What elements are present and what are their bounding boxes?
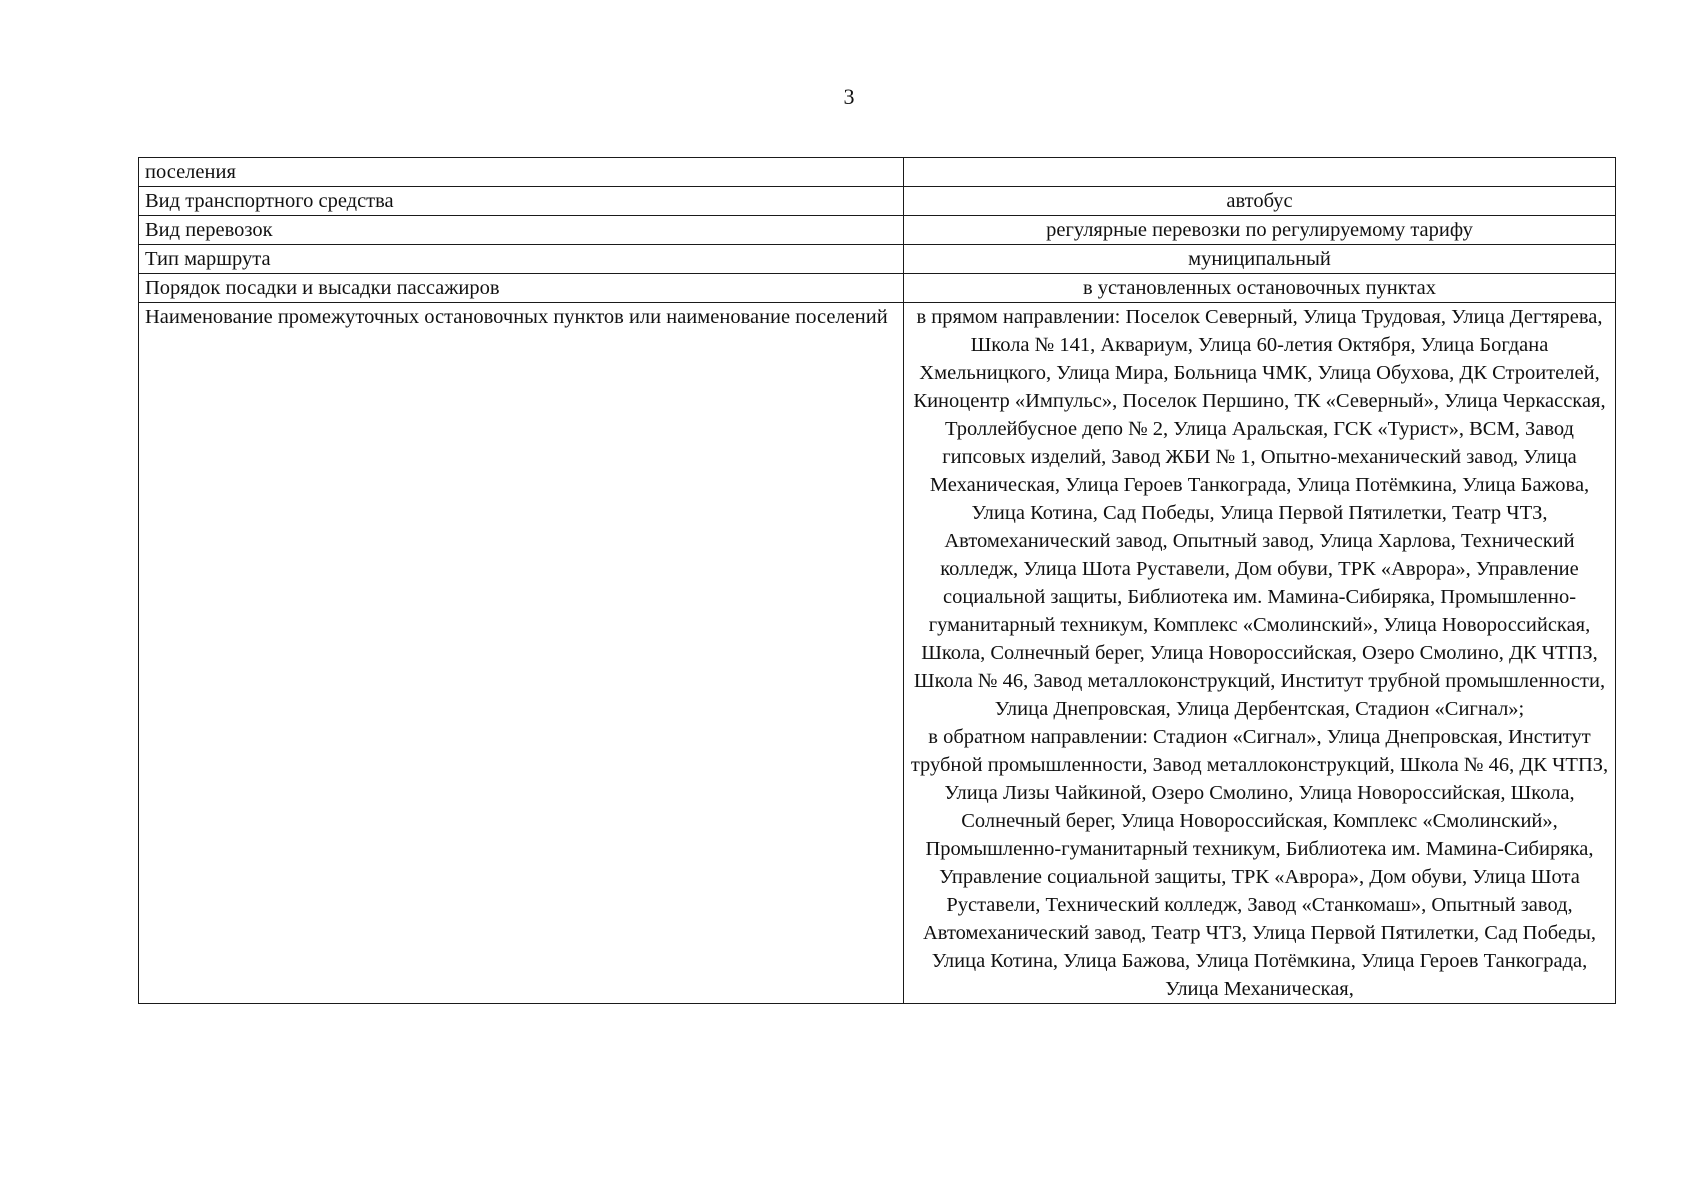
table-row: [139, 303, 1616, 1004]
route-details-table: [138, 157, 1616, 1004]
row-label-settlement: поселения: [139, 158, 904, 187]
row-value-transport-kind: регулярные перевозки по регулируемому тарифу: [904, 216, 1616, 245]
row-label-route-type: Тип маршрута: [139, 245, 904, 274]
page-number: 3: [843, 84, 855, 109]
reverse-direction-stops: в обратном направлении: Стадион «Сигнал», Улица Днепровская, Институт трубной промышленности, Завод металлоконструкций, Школа № 46, ДК ЧТПЗ, Улица Лизы Чайкиной, Озеро Смолино, Улица Новороссийская, Школа, Солнечный берег, Улица Новороссийская, Комплекс «Смолинский», Промышленно-гуманитарный техникум, Библиотека им. Мамина-Сибиряка, Управление социальной защиты, ТРК «Аврора», Дом обуви, Улица Шота Руставели, Технический колледж, Завод «Станкомаш», Опытный завод, Автомеханический завод, Театр ЧТЗ, Улица Первой Пятилетки, Сад Победы, Улица Котина, Улица Бажова, Улица Потёмкина, Улица Героев Танкограда, Улица Механическая,: [910, 726, 1609, 1000]
row-label-intermediate-stops: Наименование промежуточных остановочных пунктов или наименование поселений: [139, 303, 904, 1004]
table-row: [139, 187, 1616, 216]
table-row: [139, 245, 1616, 274]
row-label-vehicle-type: Вид транспортного средства: [139, 187, 904, 216]
table-row: [139, 216, 1616, 245]
row-value-boarding-order: в установленных остановочных пунктах: [904, 274, 1616, 303]
table-row: [139, 274, 1616, 303]
row-label-transport-kind: Вид перевозок: [139, 216, 904, 245]
table-row: [139, 158, 1616, 187]
row-value-intermediate-stops: [904, 303, 1616, 1004]
row-label-boarding-order: Порядок посадки и высадки пассажиров: [139, 274, 904, 303]
row-value-settlement: [904, 158, 1616, 187]
forward-direction-stops: в прямом направлении: Поселок Северный, Улица Трудовая, Улица Дегтярева, Школа № 141, Аквариум, Улица 60-летия Октября, Улица Богдана Хмельницкого, Улица Мира, Больница ЧМК, Улица Обухова, ДК Строителей, Киноцентр «Импульс», Поселок Першино, ТК «Северный», Улица Черкасская, Троллейбусное депо № 2, Улица Аральская, ГСК «Турист», ВСМ, Завод гипсовых изделий, Завод ЖБИ № 1, Опытно-механический завод, Улица Механическая, Улица Героев Танкограда, Улица Потёмкина, Улица Бажова, Улица Котина, Сад Победы, Улица Первой Пятилетки, Театр ЧТЗ, Автомеханический завод, Опытный завод, Улица Харлова, Технический колледж, Улица Шота Руставели, Дом обуви, ТРК «Аврора», Управление социальной защиты, Библиотека им. Мамина-Сибиряка, Промышленно-гуманитарный техникум, Комплекс «Смолинский», Улица Новороссийская, Школа, Солнечный берег, Улица Новороссийская, Озеро Смолино, ДК ЧТПЗ, Школа № 46, Завод металлоконструкций, Институт трубной промышленности, Улица Днепровская, Улица Дербентская, Стадион «Сигнал»;: [913, 306, 1606, 720]
row-value-route-type: муниципальный: [904, 245, 1616, 274]
row-value-vehicle-type: автобус: [904, 187, 1616, 216]
